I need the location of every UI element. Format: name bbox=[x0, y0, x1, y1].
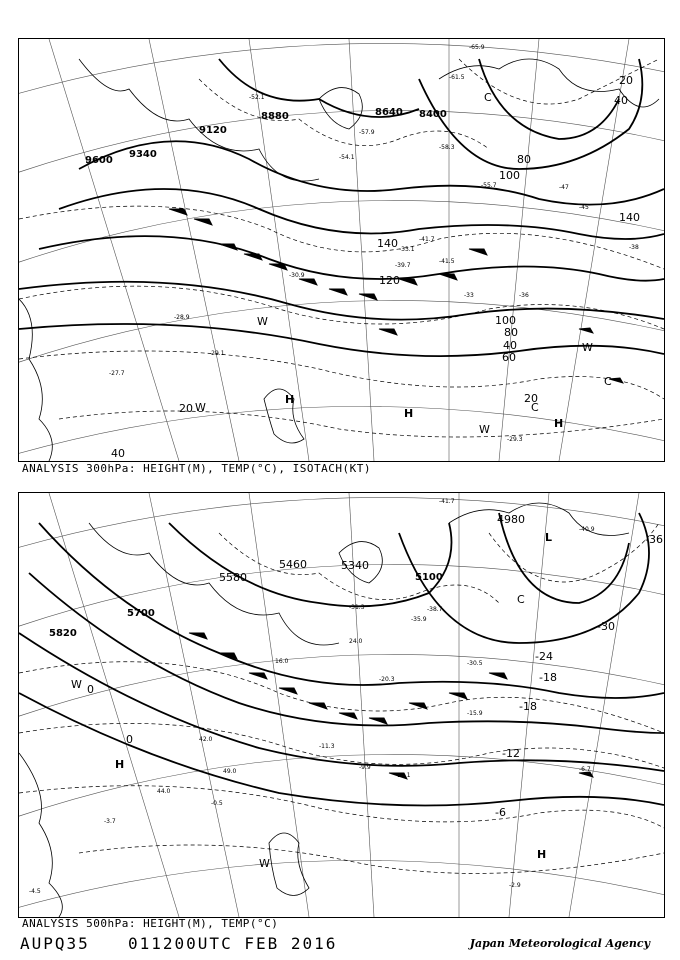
cold-center: C bbox=[517, 593, 525, 606]
warm-center: W bbox=[582, 341, 593, 354]
isotherm-label: -18 bbox=[539, 671, 557, 684]
low-pressure-center: L bbox=[545, 531, 553, 544]
height-label: 5580 bbox=[219, 571, 247, 584]
station-temp: -27.7 bbox=[109, 370, 125, 377]
coastline bbox=[19, 59, 659, 461]
chart-code: AUPQ35 bbox=[20, 934, 90, 953]
station-temp: -61.5 bbox=[449, 74, 465, 81]
isotherm-label: -12 bbox=[502, 747, 520, 760]
isotherm-label: 0 bbox=[126, 733, 133, 746]
warm-center: W bbox=[479, 423, 490, 436]
warm-center: W bbox=[259, 857, 270, 870]
station-temp: -41.7 bbox=[419, 236, 435, 243]
station-temp: -41.5 bbox=[439, 258, 455, 265]
analysis-timestamp: 011200UTC FEB 2016 bbox=[128, 934, 338, 953]
isotach-labels bbox=[111, 74, 640, 460]
height-label: 5100 bbox=[415, 572, 443, 583]
map-500hpa bbox=[18, 492, 665, 918]
station-temp: -54.1 bbox=[339, 154, 355, 161]
station-temp: -30.5 bbox=[467, 660, 483, 667]
high-pressure-center: H bbox=[115, 758, 125, 771]
isotach-label: 100 bbox=[499, 169, 520, 182]
isotach-label: 40 bbox=[111, 447, 125, 460]
isotherms bbox=[19, 59, 664, 437]
high-pressure-center: H bbox=[285, 393, 295, 406]
station-temps bbox=[109, 44, 639, 443]
station-temp: -31.3 bbox=[349, 604, 365, 611]
caption-500hpa: ANALYSIS 500hPa: HEIGHT(M), TEMP(°C) bbox=[22, 917, 279, 930]
isotach-label: 120 bbox=[379, 274, 400, 287]
station-temp: -6.7 bbox=[579, 766, 591, 773]
isotherm-label: -24 bbox=[535, 650, 553, 663]
warm-center: W bbox=[257, 315, 268, 328]
station-temp: -33.1 bbox=[399, 246, 415, 253]
station-temp: 24.0 bbox=[349, 638, 363, 645]
graticule bbox=[19, 493, 664, 917]
isotherm-label: -30 bbox=[597, 620, 615, 633]
high-pressure-center: H bbox=[404, 407, 414, 420]
station-temp: -10.1 bbox=[395, 772, 411, 779]
station-temp: -47 bbox=[559, 184, 569, 191]
height-label: 5700 bbox=[127, 608, 155, 619]
map-500hpa-svg bbox=[19, 493, 664, 917]
height-label: 9600 bbox=[85, 155, 113, 166]
station-temp: -38.7 bbox=[427, 606, 443, 613]
station-temp: -40.9 bbox=[579, 526, 595, 533]
wind-barbs bbox=[169, 209, 623, 383]
station-temp: -41.7 bbox=[439, 498, 455, 505]
station-temps bbox=[29, 498, 595, 895]
height-label: 5460 bbox=[279, 558, 307, 571]
station-temp: -0.5 bbox=[211, 800, 223, 807]
cold-center: C bbox=[604, 375, 612, 388]
isotach-label: 80 bbox=[517, 153, 531, 166]
station-temp: -39.7 bbox=[395, 262, 411, 269]
agency-name: Japan Meteorological Agency bbox=[469, 937, 650, 950]
station-temp: 44.0 bbox=[157, 788, 171, 795]
station-temp: -2.9 bbox=[509, 882, 521, 889]
isotherm-label: -36 bbox=[645, 533, 663, 546]
station-temp: -57.9 bbox=[359, 129, 375, 136]
isotach-label: 40 bbox=[503, 339, 517, 352]
station-temp: -15.9 bbox=[467, 710, 483, 717]
isotach-label: 100 bbox=[495, 314, 516, 327]
height-label: 5820 bbox=[49, 628, 77, 639]
height-label: 8880 bbox=[261, 111, 289, 122]
cold-center: C bbox=[531, 401, 539, 414]
station-temp: -52.1 bbox=[249, 94, 265, 101]
station-temp: -28.9 bbox=[174, 314, 190, 321]
warm-center: W bbox=[71, 678, 82, 691]
isotach-label: 140 bbox=[377, 237, 398, 250]
isotherm-label: 0 bbox=[87, 683, 94, 696]
height-label: 4980 bbox=[497, 513, 525, 526]
isotach-label: 140 bbox=[619, 211, 640, 224]
map-300hpa bbox=[18, 38, 665, 462]
station-temp: 16.0 bbox=[275, 658, 289, 665]
isotach-label: 60 bbox=[502, 351, 516, 364]
station-temp: -29.3 bbox=[507, 436, 523, 443]
isotherm-labels bbox=[87, 533, 663, 819]
isotherms bbox=[19, 523, 664, 873]
station-temp: -4.5 bbox=[29, 888, 41, 895]
isotach-label: 80 bbox=[504, 326, 518, 339]
height-label: 8400 bbox=[419, 109, 447, 120]
pressure-centers bbox=[71, 531, 552, 870]
height-label: 9340 bbox=[129, 149, 157, 160]
station-temp: -11.3 bbox=[319, 743, 335, 750]
isotach-label: 20 bbox=[179, 402, 193, 415]
station-temp: -65.9 bbox=[469, 44, 485, 51]
caption-300hpa: ANALYSIS 300hPa: HEIGHT(M), TEMP(°C), ISOTACH(KT) bbox=[22, 462, 372, 475]
station-temp: -29.1 bbox=[209, 350, 225, 357]
isotach-label: 20 bbox=[619, 74, 633, 87]
height-label: 9120 bbox=[199, 125, 227, 136]
station-temp: -3.7 bbox=[104, 818, 116, 825]
map-300hpa-svg bbox=[19, 39, 664, 461]
isotach-label: 20 bbox=[524, 392, 538, 405]
station-temp: -35.9 bbox=[411, 616, 427, 623]
station-temp: -33 bbox=[464, 292, 474, 299]
station-temp: 49.0 bbox=[223, 768, 237, 775]
height-label: 5340 bbox=[341, 559, 369, 572]
height-contours bbox=[19, 59, 664, 356]
station-temp: -58.3 bbox=[439, 144, 455, 151]
station-temp: -38 bbox=[629, 244, 639, 251]
high-pressure-center: H bbox=[537, 848, 547, 861]
isotherm-label: -6 bbox=[495, 806, 506, 819]
station-temp: 42.0 bbox=[199, 736, 213, 743]
station-temp: -36 bbox=[519, 292, 529, 299]
station-temp: -45 bbox=[579, 204, 589, 211]
station-temp: -9.9 bbox=[359, 764, 371, 771]
station-temp: -20.3 bbox=[379, 676, 395, 683]
station-temp: -30.9 bbox=[289, 272, 305, 279]
warm-center: W bbox=[195, 401, 206, 414]
cold-center: C bbox=[484, 91, 492, 104]
high-pressure-center: H bbox=[554, 417, 564, 430]
isotherm-label: -18 bbox=[519, 700, 537, 713]
station-temp: -55.7 bbox=[481, 182, 497, 189]
height-label: 8640 bbox=[375, 107, 403, 118]
isotach-label: 40 bbox=[614, 94, 628, 107]
